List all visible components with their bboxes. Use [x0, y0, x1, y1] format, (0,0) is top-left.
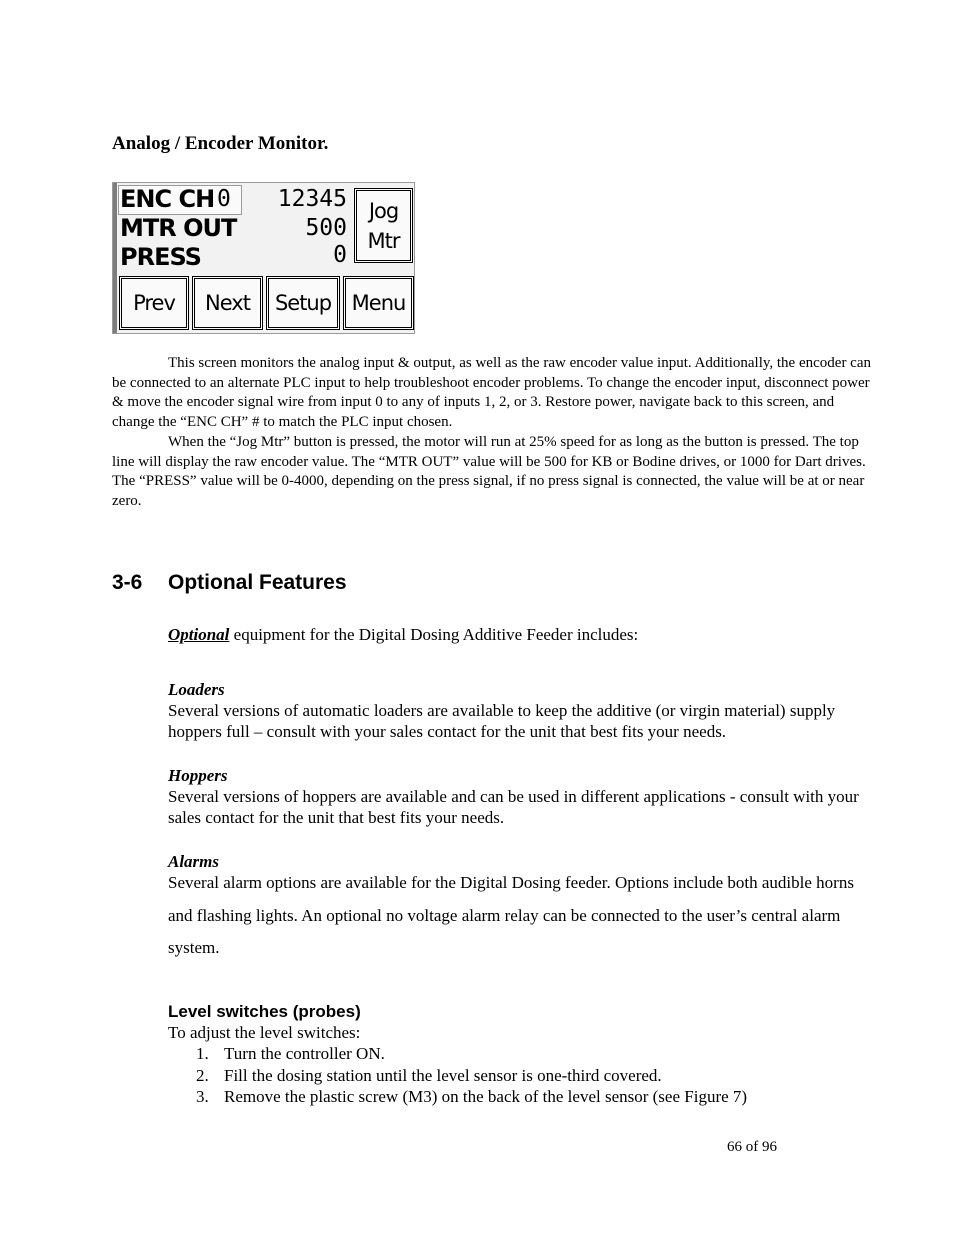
- press-value: 0: [333, 242, 347, 268]
- press-label: PRESS: [120, 243, 201, 271]
- analog-description: [112, 354, 877, 512]
- hmi-left-edge: [113, 183, 117, 333]
- intro-text: equipment for the Digital Dosing Additive Feeder includes:: [229, 625, 639, 644]
- jog-mtr-button: [354, 188, 413, 263]
- hoppers-text: Several versions of hoppers are available and can be used in different applications - consult with your sales contact for the unit that best fits your needs.: [168, 787, 859, 827]
- enc-ch-label: ENC CH: [120, 185, 215, 213]
- alarms-title: Alarms: [168, 852, 220, 871]
- level-steps: [168, 1043, 878, 1108]
- step-number: 3.: [196, 1087, 209, 1107]
- list-item: [168, 1086, 878, 1108]
- step-number: 2.: [196, 1065, 209, 1085]
- jog-label: Jog: [368, 198, 399, 223]
- alarms-block: [168, 851, 878, 965]
- section-number: 3-6: [112, 571, 143, 594]
- enc-ch-channel: 0: [217, 186, 231, 212]
- loaders-block: [168, 679, 878, 742]
- step-number: 1.: [196, 1044, 209, 1063]
- section-heading: [112, 571, 347, 595]
- optional-emphasis: Optional: [168, 625, 230, 644]
- menu-button: Menu: [343, 276, 414, 330]
- section-title: Optional Features: [168, 571, 347, 594]
- step-text: Turn the controller ON.: [224, 1044, 385, 1063]
- enc-ch-value: 12345: [277, 186, 347, 212]
- list-item: [168, 1043, 878, 1065]
- alarms-text: Several alarm options are available for the Digital Dosing feeder. Options include both audible horns and flashing lights. An optional no voltage alarm relay can be connected to the user’s central alarm system.: [168, 873, 854, 957]
- jog-paragraph: When the “Jog Mtr” button is pressed, the motor will run at 25% speed for as long as the button is pressed. The top line will display the raw encoder value. The “MTR OUT” value will be 500 for KB or Bodine drives, or 1000 for Dart drives. The “PRESS” value will be 0-4000, depending on the press signal, if no press signal is connected, the value will be at or near zero.: [112, 433, 866, 509]
- level-intro: To adjust the level switches:: [168, 1023, 361, 1042]
- level-switches-block: [168, 1001, 878, 1108]
- setup-button: Setup: [266, 276, 340, 330]
- mtr-out-label: MTR OUT: [120, 214, 237, 242]
- analog-paragraph: This screen monitors the analog input & output, as well as the raw encoder value input. Additionally, the encoder can be connected to an alternate PLC input to help troubleshoot encoder problems. To change the encoder input, disconnect power & move the encoder signal wire from input 0 to any of inputs 1, 2, or 3. Restore power, navigate back to this screen, and change the “ENC CH” # to match the PLC input chosen.: [112, 355, 872, 431]
- step-text: Fill the dosing station until the level sensor is one-third covered.: [224, 1065, 662, 1085]
- intro-line: [168, 624, 878, 645]
- list-item: [168, 1065, 878, 1087]
- loaders-text: Several versions of automatic loaders are available to keep the additive (or virgin material) supply hoppers full – consult with your sales contact for the unit that best fits your needs.: [168, 701, 836, 741]
- page-number: 66 of 96: [727, 1139, 777, 1155]
- step-text: Remove the plastic screw (M3) on the back of the level sensor (see Figure 7): [224, 1087, 748, 1107]
- prev-button: Prev: [119, 276, 189, 330]
- level-title: Level switches (probes): [168, 1002, 361, 1021]
- mtr-out-value: 500: [305, 215, 347, 241]
- hoppers-title: Hoppers: [168, 766, 228, 785]
- heading-analog-encoder: Analog / Encoder Monitor.: [112, 133, 329, 154]
- next-button: Next: [192, 276, 263, 330]
- mtr-label: Mtr: [367, 228, 400, 253]
- loaders-title: Loaders: [168, 680, 225, 699]
- hmi-screen-image: [112, 182, 415, 334]
- hoppers-block: [168, 765, 878, 828]
